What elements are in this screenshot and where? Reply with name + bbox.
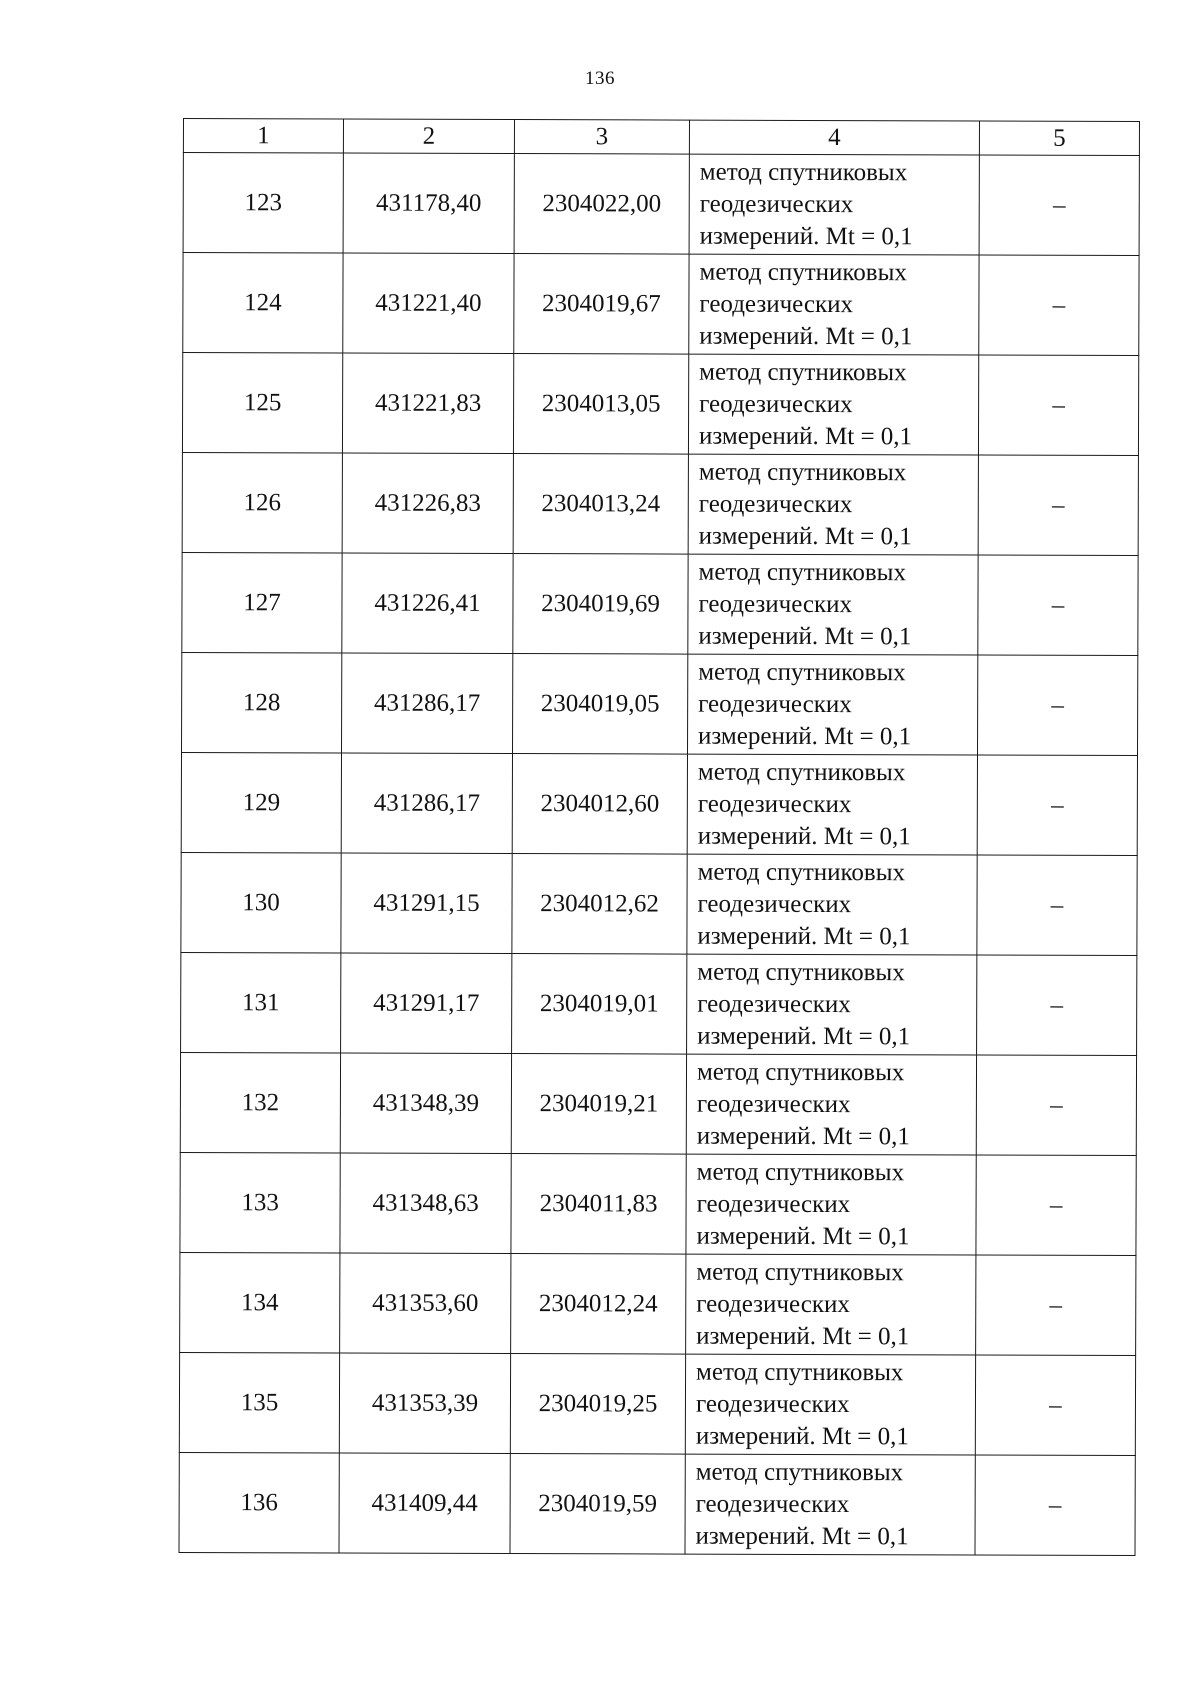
column-header: 1	[183, 119, 343, 154]
x-coordinate-cell: 431409,44	[339, 1453, 510, 1554]
column-header: 5	[979, 121, 1139, 156]
method-line: метод спутниковых	[699, 358, 907, 386]
table-row	[179, 1452, 1135, 1555]
table-body	[179, 119, 1140, 1556]
page-number: 136	[585, 68, 615, 89]
table-row	[181, 752, 1137, 855]
method-line: геодезических	[698, 690, 852, 718]
y-coordinate-cell: 2304013,05	[513, 354, 688, 455]
method-cell	[687, 954, 977, 1055]
table-row	[183, 253, 1139, 356]
method-cell	[688, 554, 978, 655]
point-number-cell: 130	[181, 852, 341, 953]
method-line: измерений. Mt = 0,1	[697, 922, 911, 950]
point-number-cell: 125	[182, 353, 342, 454]
y-coordinate-cell: 2304019,67	[514, 254, 689, 355]
method-cell	[686, 1054, 976, 1155]
x-coordinate-cell: 431178,40	[343, 153, 514, 254]
method-line: метод спутниковых	[697, 858, 906, 886]
table-header-row	[183, 119, 1139, 156]
table-row	[180, 1252, 1136, 1355]
method-line: геодезических	[697, 890, 852, 918]
point-number-cell: 123	[183, 153, 343, 254]
point-number-cell: 131	[181, 952, 341, 1053]
method-line: метод спутниковых	[699, 258, 907, 286]
method-line: метод спутниковых	[696, 1158, 905, 1186]
note-cell: –	[977, 955, 1137, 1056]
method-line: измерений. Mt = 0,1	[699, 222, 913, 250]
method-line: измерений. Mt = 0,1	[696, 1222, 910, 1250]
method-line: геодезических	[696, 1090, 851, 1118]
y-coordinate-cell: 2304022,00	[514, 154, 689, 255]
method-line: метод спутниковых	[698, 458, 907, 486]
method-line: геодезических	[698, 590, 853, 618]
point-number-cell: 126	[182, 452, 342, 553]
y-coordinate-cell: 2304019,59	[510, 1454, 685, 1555]
method-cell	[685, 1354, 975, 1455]
method-line: метод спутниковых	[697, 958, 905, 986]
method-line: измерений. Mt = 0,1	[696, 1122, 910, 1150]
method-line: метод спутниковых	[696, 1258, 904, 1286]
method-cell	[689, 154, 979, 255]
x-coordinate-cell: 431286,17	[342, 653, 513, 754]
method-line: геодезических	[699, 190, 854, 218]
method-line: геодезических	[697, 990, 851, 1018]
table-row	[181, 952, 1137, 1055]
method-line: измерений. Mt = 0,1	[695, 1522, 909, 1550]
method-line: геодезических	[699, 290, 854, 318]
coordinates-table	[178, 118, 1140, 1556]
method-line: геодезических	[696, 1190, 851, 1218]
method-line: измерений. Mt = 0,1	[695, 1422, 909, 1450]
x-coordinate-cell: 431291,17	[341, 953, 512, 1054]
method-line: геодезических	[695, 1490, 850, 1518]
note-cell: –	[976, 1155, 1136, 1256]
y-coordinate-cell: 2304019,69	[513, 554, 688, 655]
method-line: измерений. Mt = 0,1	[697, 822, 911, 850]
point-number-cell: 124	[183, 253, 343, 354]
note-cell: –	[978, 355, 1138, 456]
method-line: метод спутниковых	[698, 658, 906, 686]
method-line: геодезических	[695, 1390, 850, 1418]
table-row	[182, 652, 1138, 755]
method-line: метод спутниковых	[699, 158, 908, 186]
column-header: 3	[514, 120, 689, 155]
method-line: геодезических	[697, 790, 852, 818]
note-cell: –	[978, 555, 1138, 656]
x-coordinate-cell: 431286,17	[341, 753, 512, 854]
y-coordinate-cell: 2304019,25	[510, 1354, 685, 1455]
method-line: метод спутниковых	[698, 558, 907, 586]
point-number-cell: 132	[180, 1052, 340, 1153]
note-cell: –	[979, 155, 1139, 256]
note-cell: –	[976, 1255, 1136, 1356]
x-coordinate-cell: 431291,15	[341, 853, 512, 954]
method-line: метод спутниковых	[697, 758, 906, 786]
method-line: метод спутниковых	[696, 1058, 905, 1086]
method-cell	[687, 854, 977, 955]
note-cell: –	[978, 455, 1138, 556]
method-line: измерений. Mt = 0,1	[697, 1022, 911, 1050]
method-line: измерений. Mt = 0,1	[699, 322, 913, 350]
table-row	[182, 552, 1138, 655]
x-coordinate-cell: 431348,63	[340, 1153, 511, 1254]
table-row	[181, 852, 1137, 955]
x-coordinate-cell: 431221,83	[342, 353, 513, 454]
x-coordinate-cell: 431353,39	[339, 1353, 510, 1454]
note-cell: –	[979, 255, 1139, 356]
method-line: метод спутниковых	[695, 1458, 904, 1486]
method-line: измерений. Mt = 0,1	[698, 522, 912, 550]
x-coordinate-cell: 431348,39	[340, 1053, 511, 1154]
table-row	[182, 353, 1138, 456]
method-cell	[687, 754, 977, 855]
x-coordinate-cell: 431221,40	[343, 253, 514, 354]
point-number-cell: 135	[179, 1352, 339, 1453]
column-header: 4	[689, 120, 979, 155]
note-cell: –	[978, 655, 1138, 756]
point-number-cell: 127	[182, 552, 342, 653]
y-coordinate-cell: 2304012,24	[511, 1254, 686, 1355]
table-row	[180, 1152, 1136, 1255]
y-coordinate-cell: 2304019,01	[512, 954, 687, 1055]
note-cell: –	[975, 1455, 1135, 1556]
x-coordinate-cell: 431226,83	[342, 453, 513, 554]
method-cell	[686, 1254, 976, 1355]
method-line: измерений. Mt = 0,1	[698, 622, 912, 650]
table-row	[183, 153, 1139, 256]
method-cell	[685, 1454, 975, 1555]
method-cell	[686, 1154, 976, 1255]
method-line: геодезических	[696, 1290, 850, 1318]
method-cell	[688, 354, 978, 455]
method-line: метод спутниковых	[696, 1358, 904, 1386]
table-row	[179, 1352, 1135, 1455]
point-number-cell: 133	[180, 1152, 340, 1253]
point-number-cell: 129	[181, 752, 341, 853]
method-line: измерений. Mt = 0,1	[698, 722, 912, 750]
method-line: геодезических	[698, 490, 853, 518]
note-cell: –	[977, 855, 1137, 956]
y-coordinate-cell: 2304011,83	[511, 1154, 686, 1255]
method-cell	[688, 454, 978, 555]
x-coordinate-cell: 431353,60	[340, 1253, 511, 1354]
table-row	[180, 1052, 1136, 1155]
y-coordinate-cell: 2304019,21	[511, 1054, 686, 1155]
y-coordinate-cell: 2304019,05	[513, 654, 688, 755]
note-cell: –	[975, 1355, 1135, 1456]
column-header: 2	[343, 119, 514, 154]
y-coordinate-cell: 2304013,24	[513, 454, 688, 555]
point-number-cell: 134	[180, 1252, 340, 1353]
x-coordinate-cell: 431226,41	[342, 553, 513, 654]
method-line: измерений. Mt = 0,1	[698, 422, 913, 450]
method-cell	[688, 654, 978, 755]
point-number-cell: 136	[179, 1452, 339, 1553]
note-cell: –	[977, 755, 1137, 856]
point-number-cell: 128	[182, 652, 342, 753]
y-coordinate-cell: 2304012,62	[512, 854, 687, 955]
method-line: измерений. Mt = 0,1	[696, 1322, 910, 1350]
method-cell	[689, 254, 979, 355]
method-line: геодезических	[699, 390, 853, 418]
y-coordinate-cell: 2304012,60	[512, 754, 687, 855]
note-cell: –	[976, 1055, 1136, 1156]
table-row	[182, 452, 1138, 555]
